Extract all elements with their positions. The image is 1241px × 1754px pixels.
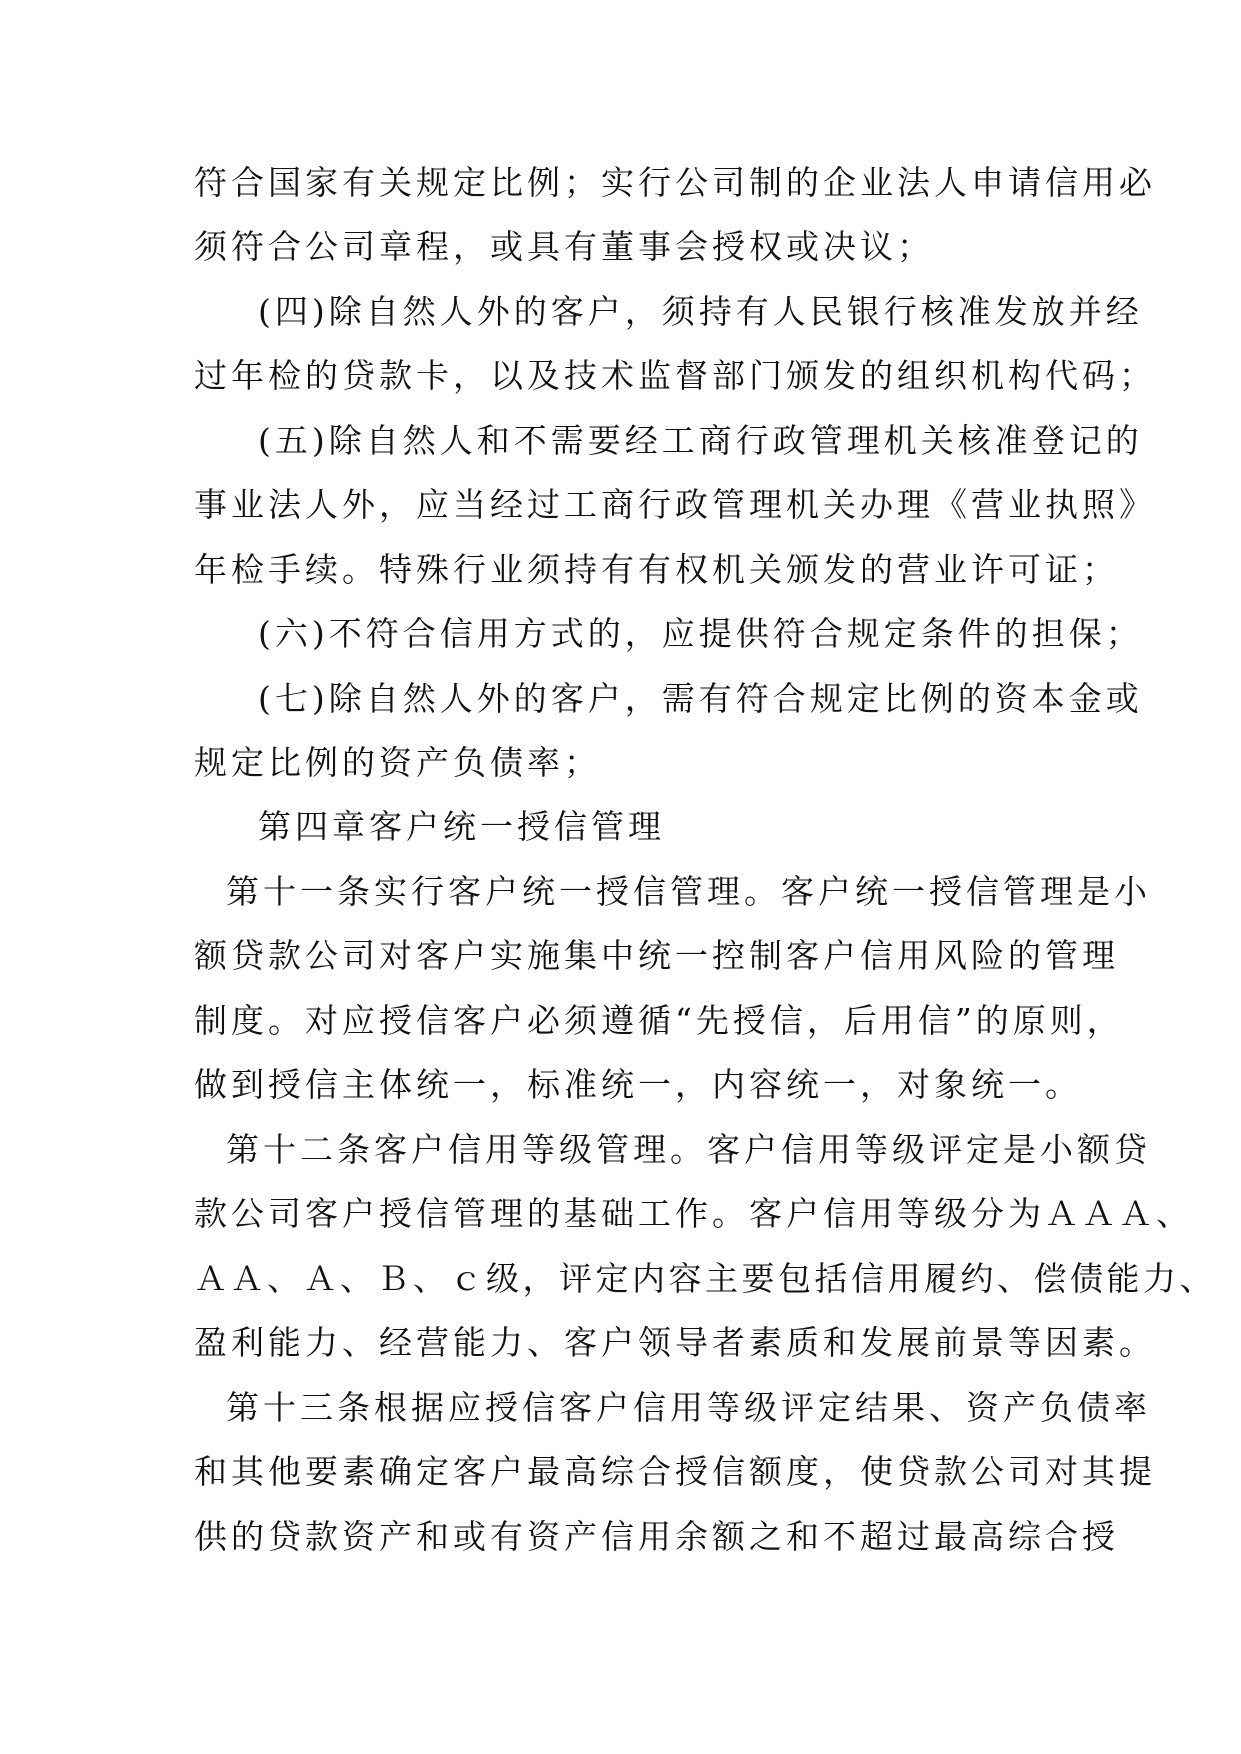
text-line: 须符合公司章程，或具有董事会授权或决议； — [194, 227, 934, 266]
text-line: 供的贷款资产和或有资产信用余额之和不超过最高综合授 — [194, 1517, 1119, 1556]
text-line: 年检手续。特殊行业须持有有权机关颁发的营业许可证； — [194, 550, 1119, 589]
text-line: (五)除自然人和不需要经工商行政管理机关核准登记的 — [258, 421, 1143, 460]
text-line: 盈利能力、经营能力、客户领导者素质和发展前景等因素。 — [194, 1323, 1156, 1362]
text-line: 第十三条根据应授信客户信用等级评定结果、资产负债率 — [226, 1388, 1151, 1427]
text-line: (六)不符合信用方式的，应提供符合规定条件的担保； — [258, 614, 1143, 653]
text-line: 符合国家有关规定比例；实行公司制的企业法人申请信用必 — [194, 163, 1156, 202]
text-line: ＡＡ、Ａ、Ｂ、ｃ级，评定内容主要包括信用履约、偿债能力、 — [194, 1259, 1216, 1298]
text-line: 和其他要素确定客户最高综合授信额度，使贷款公司对其提 — [194, 1452, 1156, 1491]
text-line: 第十一条实行客户统一授信管理。客户统一授信管理是小 — [226, 872, 1151, 911]
chapter-heading: 第四章客户统一授信管理 — [258, 807, 665, 846]
text-line: 第十二条客户信用等级管理。客户信用等级评定是小额贷 — [226, 1130, 1151, 1169]
text-line: 制度。对应授信客户必须遵循“先授信，后用信”的原则， — [194, 1001, 1124, 1040]
text-line: 做到授信主体统一，标准统一，内容统一，对象统一。 — [194, 1065, 1082, 1104]
text-line: 规定比例的资产负债率； — [194, 743, 601, 782]
text-line: 事业法人外，应当经过工商行政管理机关办理《营业执照》 — [194, 485, 1156, 524]
text-line: 款公司客户授信管理的基础工作。客户信用等级分为ＡＡＡ、 — [194, 1194, 1193, 1233]
text-line: (四)除自然人外的客户，须持有人民银行核准发放并经 — [258, 292, 1143, 331]
text-line: 额贷款公司对客户实施集中统一控制客户信用风险的管理 — [194, 936, 1119, 975]
text-line: 过年检的贷款卡，以及技术监督部门颁发的组织机构代码； — [194, 356, 1156, 395]
text-line: (七)除自然人外的客户，需有符合规定比例的资本金或 — [258, 679, 1143, 718]
